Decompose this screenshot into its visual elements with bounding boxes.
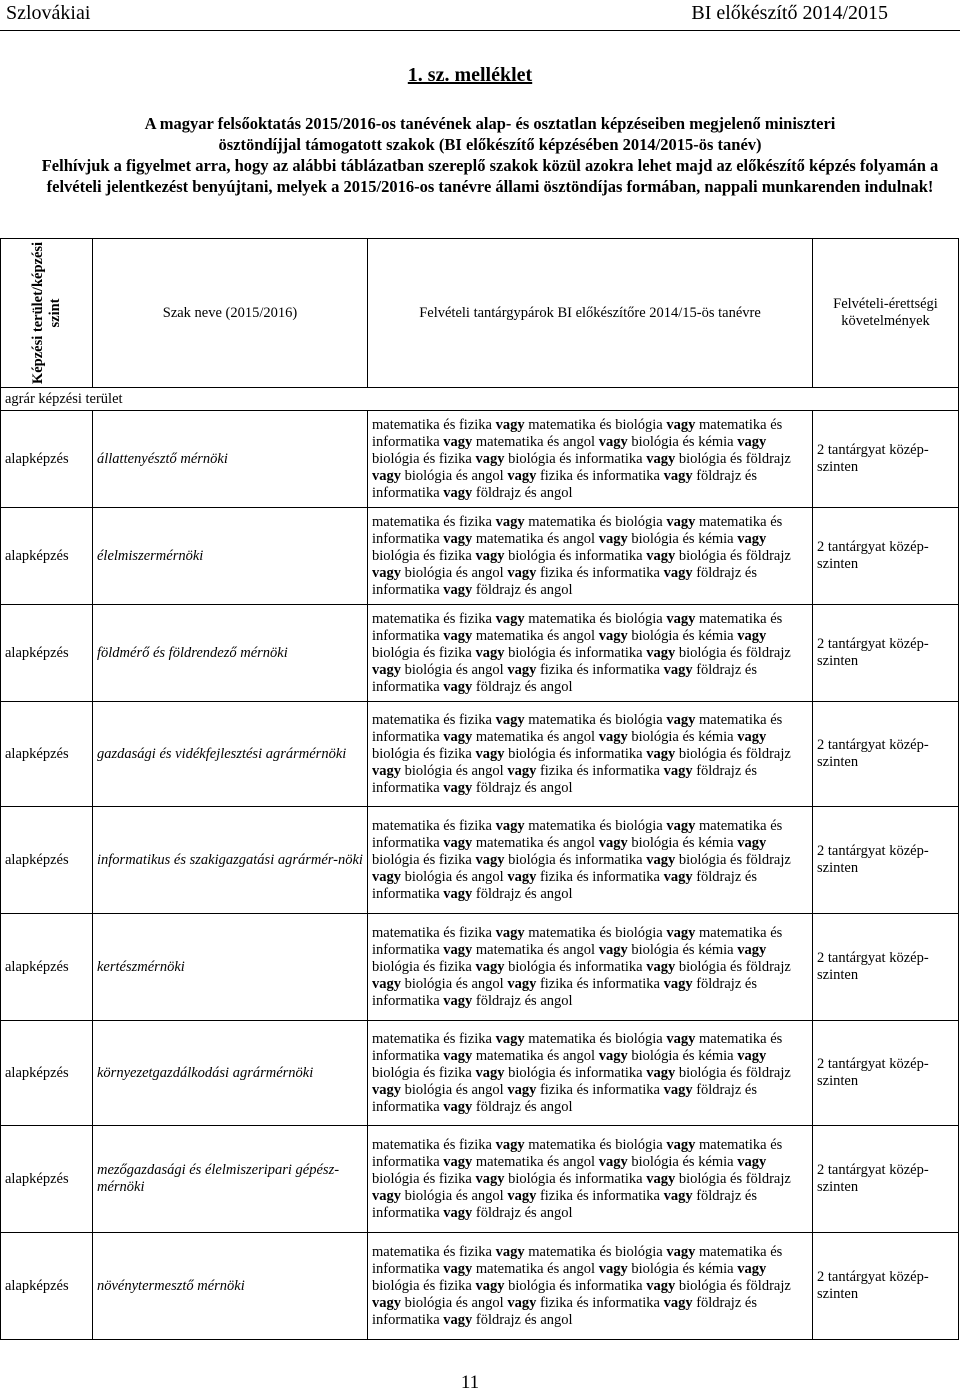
- row-level: alapképzés: [1, 702, 93, 807]
- subject-pair: matematika és informatika: [372, 1243, 783, 1277]
- subject-pair: biológia és földrajz: [675, 450, 791, 467]
- subject-connector: vagy: [475, 1277, 505, 1294]
- subject-pair: matematika és informatika: [372, 610, 783, 644]
- subject-pair: matematika és biológia: [524, 711, 667, 728]
- subject-pair: földrajz és angol: [472, 992, 573, 1009]
- subject-connector: vagy: [646, 450, 676, 467]
- subject-connector: vagy: [598, 530, 628, 547]
- subject-pair: fizika és informatika: [536, 1294, 664, 1311]
- subject-pair: biológia és fizika: [372, 1064, 476, 1081]
- subject-connector: vagy: [666, 513, 696, 530]
- subject-connector: vagy: [372, 762, 401, 779]
- subject-pair: matematika és informatika: [372, 416, 783, 450]
- subject-connector: vagy: [663, 762, 693, 779]
- running-header-right: BI előkészítő 2014/2015: [691, 2, 888, 24]
- intro-title-line2: ösztöndíjjal támogatott szakok (BI előkészítő képzésében 2014/2015-ös tanév): [218, 135, 762, 154]
- subject-pair: biológia és fizika: [372, 644, 476, 661]
- table-row: [1, 411, 959, 508]
- subject-pair: biológia és földrajz: [675, 644, 791, 661]
- subject-pair: matematika és angol: [472, 530, 599, 547]
- subject-connector: vagy: [598, 834, 628, 851]
- row-level: alapképzés: [1, 807, 93, 914]
- subject-connector: vagy: [598, 433, 628, 450]
- subject-connector: vagy: [507, 564, 537, 581]
- row-program: növénytermesztő mérnöki: [93, 1233, 368, 1340]
- subject-pair: földrajz és angol: [472, 1098, 573, 1115]
- intro-title-line1: A magyar felsőoktatás 2015/2016-os tanévének alap- és osztatlan képzéseiben megjelenő miniszteri: [144, 114, 836, 133]
- subject-connector: vagy: [507, 762, 537, 779]
- subject-connector: vagy: [443, 1311, 473, 1328]
- subject-pair: biológia és informatika: [504, 450, 647, 467]
- subject-connector: vagy: [372, 1294, 401, 1311]
- row-subjects: [368, 914, 813, 1021]
- subject-connector: vagy: [737, 1153, 767, 1170]
- row-requirement: 2 tantárgyat közép-szinten: [813, 1126, 959, 1233]
- subject-connector: vagy: [443, 1047, 473, 1064]
- subject-connector: vagy: [443, 1260, 473, 1277]
- subject-connector: vagy: [737, 941, 767, 958]
- subject-connector: vagy: [598, 941, 628, 958]
- subject-connector: vagy: [372, 661, 401, 678]
- row-program: élelmiszermérnöki: [93, 508, 368, 605]
- subject-connector: vagy: [663, 975, 693, 992]
- subject-pair: biológia és angol: [401, 1294, 508, 1311]
- subject-connector: vagy: [598, 627, 628, 644]
- subject-pair: biológia és földrajz: [675, 745, 791, 762]
- subject-pair: földrajz és informatika: [372, 661, 757, 695]
- header-level-label: Képzési terület/képzési szint: [29, 241, 63, 385]
- running-header: [0, 0, 960, 28]
- header-rule: [0, 30, 960, 31]
- subject-pair: matematika és biológia: [524, 610, 667, 627]
- subject-pair: fizika és informatika: [536, 975, 664, 992]
- row-level: alapképzés: [1, 605, 93, 702]
- subject-pair: földrajz és angol: [472, 885, 573, 902]
- subject-pair: földrajz és angol: [472, 1204, 573, 1221]
- row-program: mezőgazdasági és élelmiszeripari gépész-mérnöki: [93, 1126, 368, 1233]
- row-level: alapképzés: [1, 914, 93, 1021]
- subject-pair: biológia és angol: [401, 868, 508, 885]
- annex-title: 1. sz. melléklet: [407, 64, 533, 86]
- subject-connector: vagy: [443, 992, 473, 1009]
- subject-pair: fizika és informatika: [536, 1081, 664, 1098]
- subject-connector: vagy: [495, 924, 525, 941]
- subject-pair: biológia és angol: [401, 1081, 508, 1098]
- subject-pair: biológia és informatika: [504, 644, 647, 661]
- subject-connector: vagy: [372, 868, 401, 885]
- subject-pair: biológia és fizika: [372, 958, 476, 975]
- table-row: [1, 1233, 959, 1340]
- page-number: 11: [460, 1372, 480, 1393]
- subject-pair: matematika és informatika: [372, 924, 783, 958]
- subject-connector: vagy: [495, 1030, 525, 1047]
- subject-connector: vagy: [475, 644, 505, 661]
- subject-connector: vagy: [646, 745, 676, 762]
- subject-pair: földrajz és informatika: [372, 1187, 757, 1221]
- subject-connector: vagy: [663, 564, 693, 581]
- subject-pair: matematika és angol: [472, 1260, 599, 1277]
- row-subjects: [368, 508, 813, 605]
- subject-pair: biológia és kémia: [627, 834, 738, 851]
- subject-pair: biológia és angol: [401, 467, 508, 484]
- subject-pair: biológia és angol: [401, 564, 508, 581]
- subject-pair: matematika és fizika: [372, 711, 496, 728]
- subject-pair: matematika és fizika: [372, 416, 496, 433]
- subject-connector: vagy: [666, 1243, 696, 1260]
- subject-connector: vagy: [507, 868, 537, 885]
- subject-pair: földrajz és informatika: [372, 467, 757, 501]
- subject-connector: vagy: [737, 728, 767, 745]
- subject-connector: vagy: [663, 1294, 693, 1311]
- subject-pair: biológia és földrajz: [675, 851, 791, 868]
- subject-pair: fizika és informatika: [536, 467, 664, 484]
- subject-connector: vagy: [666, 817, 696, 834]
- subject-connector: vagy: [737, 530, 767, 547]
- subject-connector: vagy: [443, 627, 473, 644]
- subject-connector: vagy: [598, 728, 628, 745]
- subject-connector: vagy: [663, 661, 693, 678]
- subject-connector: vagy: [598, 1153, 628, 1170]
- subject-connector: vagy: [475, 1064, 505, 1081]
- subject-pair: biológia és angol: [401, 1187, 508, 1204]
- subject-pair: földrajz és informatika: [372, 762, 757, 796]
- row-level: alapképzés: [1, 1233, 93, 1340]
- subject-pair: biológia és kémia: [627, 728, 738, 745]
- subject-pair: matematika és biológia: [524, 1030, 667, 1047]
- subject-pair: matematika és fizika: [372, 513, 496, 530]
- subject-pair: matematika és angol: [472, 728, 599, 745]
- subject-connector: vagy: [663, 1081, 693, 1098]
- table-row: [1, 702, 959, 807]
- subject-pair: biológia és informatika: [504, 1170, 647, 1187]
- subject-connector: vagy: [443, 941, 473, 958]
- subject-pair: matematika és fizika: [372, 1030, 496, 1047]
- running-header-left: Szlovákiai: [6, 2, 91, 24]
- subject-pair: matematika és angol: [472, 1153, 599, 1170]
- area-row: [1, 388, 959, 411]
- subject-connector: vagy: [443, 581, 473, 598]
- subject-connector: vagy: [443, 678, 473, 695]
- subject-connector: vagy: [646, 1170, 676, 1187]
- subject-connector: vagy: [737, 627, 767, 644]
- subject-pair: matematika és informatika: [372, 711, 783, 745]
- subject-connector: vagy: [507, 1081, 537, 1098]
- subject-pair: fizika és informatika: [536, 762, 664, 779]
- subject-pair: biológia és fizika: [372, 1277, 476, 1294]
- subject-connector: vagy: [443, 779, 473, 796]
- row-requirement: 2 tantárgyat közép-szinten: [813, 1233, 959, 1340]
- subject-pair: matematika és angol: [472, 433, 599, 450]
- subject-connector: vagy: [443, 530, 473, 547]
- subject-pair: földrajz és angol: [472, 678, 573, 695]
- subject-connector: vagy: [475, 958, 505, 975]
- table-row: [1, 914, 959, 1021]
- row-subjects: [368, 1126, 813, 1233]
- subject-connector: vagy: [443, 834, 473, 851]
- subject-connector: vagy: [737, 1260, 767, 1277]
- row-requirement: 2 tantárgyat közép-szinten: [813, 807, 959, 914]
- row-requirement: 2 tantárgyat közép-szinten: [813, 914, 959, 1021]
- subject-connector: vagy: [646, 851, 676, 868]
- subject-connector: vagy: [646, 547, 676, 564]
- row-level: alapképzés: [1, 1021, 93, 1126]
- subject-connector: vagy: [495, 610, 525, 627]
- row-subjects: [368, 702, 813, 807]
- subject-pair: matematika és biológia: [524, 817, 667, 834]
- subject-pair: biológia és kémia: [627, 1260, 738, 1277]
- subject-pair: földrajz és angol: [472, 581, 573, 598]
- subject-connector: vagy: [443, 484, 473, 501]
- subject-pair: matematika és fizika: [372, 817, 496, 834]
- subject-connector: vagy: [598, 1047, 628, 1064]
- subject-connector: vagy: [666, 711, 696, 728]
- subject-connector: vagy: [598, 1260, 628, 1277]
- subject-connector: vagy: [666, 416, 696, 433]
- subject-connector: vagy: [495, 416, 525, 433]
- row-requirement: 2 tantárgyat közép-szinten: [813, 605, 959, 702]
- subject-connector: vagy: [507, 1187, 537, 1204]
- subject-connector: vagy: [475, 1170, 505, 1187]
- row-level: alapképzés: [1, 1126, 93, 1233]
- subject-connector: vagy: [507, 1294, 537, 1311]
- table-body: [1, 388, 959, 1340]
- subject-connector: vagy: [475, 851, 505, 868]
- subject-pair: biológia és kémia: [627, 530, 738, 547]
- subject-connector: vagy: [443, 728, 473, 745]
- subject-pair: biológia és kémia: [627, 1153, 738, 1170]
- subject-connector: vagy: [663, 868, 693, 885]
- subject-pair: fizika és informatika: [536, 661, 664, 678]
- row-program: földmérő és földrendező mérnöki: [93, 605, 368, 702]
- row-requirement: 2 tantárgyat közép-szinten: [813, 411, 959, 508]
- subject-connector: vagy: [443, 885, 473, 902]
- subject-connector: vagy: [495, 711, 525, 728]
- subject-pair: biológia és angol: [401, 762, 508, 779]
- subject-connector: vagy: [372, 975, 401, 992]
- subject-connector: vagy: [475, 547, 505, 564]
- table-row: [1, 605, 959, 702]
- subject-pair: biológia és informatika: [504, 851, 647, 868]
- row-program: környezetgazdálkodási agrármérnöki: [93, 1021, 368, 1126]
- subject-pair: fizika és informatika: [536, 868, 664, 885]
- subject-connector: vagy: [666, 610, 696, 627]
- row-requirement: 2 tantárgyat közép-szinten: [813, 702, 959, 807]
- subject-pair: biológia és angol: [401, 661, 508, 678]
- header-requirements: Felvételi-érettségi követelmények: [813, 239, 959, 388]
- intro-note: Felhívjuk a figyelmet arra, hogy az alábbi táblázatban szereplő szakok közül azokra lehet majd az előkészítő képzés folyamán a felvételi jelentkezést benyújtani, melyek a 2015/2016-os tanévre állami ösztöndíjas formában, nappali munkarenden indulnak!: [41, 156, 939, 196]
- subject-pair: matematika és angol: [472, 941, 599, 958]
- subject-connector: vagy: [663, 1187, 693, 1204]
- subject-pair: matematika és angol: [472, 834, 599, 851]
- subject-connector: vagy: [475, 745, 505, 762]
- program-table: [0, 238, 959, 1340]
- row-subjects: [368, 1021, 813, 1126]
- subject-pair: földrajz és informatika: [372, 975, 757, 1009]
- row-program: gazdasági és vidékfejlesztési agrármérnöki: [93, 702, 368, 807]
- subject-pair: matematika és biológia: [524, 416, 667, 433]
- subject-connector: vagy: [507, 975, 537, 992]
- table-row: [1, 1126, 959, 1233]
- subject-connector: vagy: [495, 513, 525, 530]
- subject-pair: földrajz és informatika: [372, 1294, 757, 1328]
- subject-pair: matematika és fizika: [372, 1136, 496, 1153]
- subject-pair: földrajz és informatika: [372, 564, 757, 598]
- subject-connector: vagy: [737, 834, 767, 851]
- subject-pair: biológia és fizika: [372, 745, 476, 762]
- subject-connector: vagy: [507, 661, 537, 678]
- subject-pair: matematika és informatika: [372, 513, 783, 547]
- subject-pair: biológia és földrajz: [675, 1064, 791, 1081]
- subject-pair: biológia és kémia: [627, 941, 738, 958]
- subject-pair: biológia és informatika: [504, 1277, 647, 1294]
- header-program: Szak neve (2015/2016): [93, 239, 368, 388]
- header-subjects: Felvételi tantárgypárok BI előkészítőre 2014/15-ös tanévre: [368, 239, 813, 388]
- header-level: [1, 239, 93, 388]
- row-requirement: 2 tantárgyat közép-szinten: [813, 508, 959, 605]
- subject-connector: vagy: [737, 433, 767, 450]
- row-requirement: 2 tantárgyat közép-szinten: [813, 1021, 959, 1126]
- subject-pair: biológia és informatika: [504, 745, 647, 762]
- subject-connector: vagy: [646, 958, 676, 975]
- subject-pair: biológia és fizika: [372, 450, 476, 467]
- subject-connector: vagy: [663, 467, 693, 484]
- subject-connector: vagy: [495, 1243, 525, 1260]
- subject-pair: matematika és angol: [472, 1047, 599, 1064]
- subject-pair: matematika és informatika: [372, 817, 783, 851]
- subject-pair: matematika és fizika: [372, 924, 496, 941]
- subject-pair: matematika és fizika: [372, 610, 496, 627]
- subject-connector: vagy: [443, 1204, 473, 1221]
- table-row: [1, 807, 959, 914]
- row-subjects: [368, 1233, 813, 1340]
- subject-connector: vagy: [495, 1136, 525, 1153]
- subject-connector: vagy: [443, 1153, 473, 1170]
- subject-pair: földrajz és informatika: [372, 868, 757, 902]
- subject-connector: vagy: [737, 1047, 767, 1064]
- row-program: kertészmérnöki: [93, 914, 368, 1021]
- table-row: [1, 508, 959, 605]
- subject-connector: vagy: [475, 450, 505, 467]
- subject-pair: matematika és biológia: [524, 1243, 667, 1260]
- subject-pair: matematika és angol: [472, 627, 599, 644]
- subject-pair: biológia és fizika: [372, 547, 476, 564]
- subject-pair: biológia és informatika: [504, 958, 647, 975]
- intro-title: [40, 113, 940, 155]
- row-program: állattenyésztő mérnöki: [93, 411, 368, 508]
- subject-pair: biológia és földrajz: [675, 1170, 791, 1187]
- row-subjects: [368, 807, 813, 914]
- row-program: informatikus és szakigazgatási agrármér-nöki: [93, 807, 368, 914]
- subject-pair: biológia és fizika: [372, 1170, 476, 1187]
- subject-pair: fizika és informatika: [536, 1187, 664, 1204]
- subject-pair: matematika és biológia: [524, 924, 667, 941]
- row-level: alapképzés: [1, 508, 93, 605]
- subject-pair: matematika és biológia: [524, 1136, 667, 1153]
- subject-connector: vagy: [443, 1098, 473, 1115]
- subject-pair: földrajz és angol: [472, 484, 573, 501]
- subject-pair: biológia és földrajz: [675, 547, 791, 564]
- row-subjects: [368, 605, 813, 702]
- subject-connector: vagy: [666, 924, 696, 941]
- subject-connector: vagy: [372, 564, 401, 581]
- subject-pair: földrajz és angol: [472, 1311, 573, 1328]
- subject-pair: biológia és földrajz: [675, 1277, 791, 1294]
- row-subjects: [368, 411, 813, 508]
- table-row: [1, 1021, 959, 1126]
- subject-connector: vagy: [646, 1277, 676, 1294]
- subject-connector: vagy: [507, 467, 537, 484]
- subject-connector: vagy: [443, 433, 473, 450]
- subject-pair: matematika és fizika: [372, 1243, 496, 1260]
- row-level: alapképzés: [1, 411, 93, 508]
- subject-pair: matematika és informatika: [372, 1136, 783, 1170]
- subject-connector: vagy: [646, 1064, 676, 1081]
- subject-connector: vagy: [372, 1081, 401, 1098]
- subject-pair: matematika és informatika: [372, 1030, 783, 1064]
- subject-pair: fizika és informatika: [536, 564, 664, 581]
- subject-connector: vagy: [666, 1136, 696, 1153]
- subject-pair: biológia és kémia: [627, 433, 738, 450]
- subject-pair: biológia és angol: [401, 975, 508, 992]
- subject-connector: vagy: [646, 644, 676, 661]
- subject-pair: földrajz és angol: [472, 779, 573, 796]
- subject-pair: biológia és informatika: [504, 547, 647, 564]
- area-label: agrár képzési terület: [1, 388, 959, 411]
- subject-connector: vagy: [372, 467, 401, 484]
- subject-pair: földrajz és informatika: [372, 1081, 757, 1115]
- subject-pair: biológia és földrajz: [675, 958, 791, 975]
- subject-pair: biológia és fizika: [372, 851, 476, 868]
- subject-connector: vagy: [666, 1030, 696, 1047]
- subject-pair: matematika és biológia: [524, 513, 667, 530]
- subject-pair: biológia és kémia: [627, 627, 738, 644]
- subject-pair: biológia és kémia: [627, 1047, 738, 1064]
- subject-pair: biológia és informatika: [504, 1064, 647, 1081]
- subject-connector: vagy: [495, 817, 525, 834]
- subject-connector: vagy: [372, 1187, 401, 1204]
